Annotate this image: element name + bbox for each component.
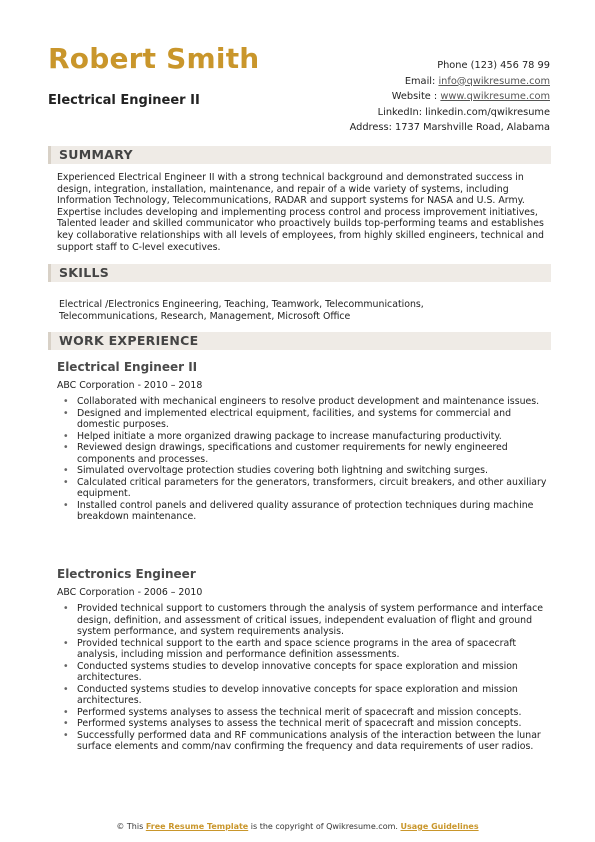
summary-text: Experienced Electrical Engineer II with a strong technical background and demonstrated success in design, integration, installation, maintenance, and repair of a wide variety of systems, including Information Technology, Telecommunications, RADAR and support systems for NASA and U.S. Army. Expertise includes developing and implementing process control and process improvement initiatives, Talented leader and skilled communicator who proactively builds top-performing teams and establishes key collaborative relationships with all levels of employees, from highly skilled engineers, technical and support staff to C-level executives. [57,172,545,253]
job-bullet-list [57,396,551,523]
contact-email-row [290,74,550,90]
linkedin-value: linkedin.com/qwikresume [425,106,550,118]
contact-phone-row [290,58,550,74]
skills-text: Electrical /Electronics Engineering, Teaching, Teamwork, Telecommunications, Telecommunications, Research, Management, Microsoft Office [59,299,424,322]
job-role: Electrical Engineer II [57,360,198,374]
job-bullet: • Conducted systems studies to develop innovative concepts for space exploration and mission architectures. [57,684,551,707]
footer-usage-link[interactable]: Usage Guidelines [400,822,479,831]
candidate-title: Electrical Engineer II [48,93,200,108]
job-bullet: • Provided technical support to customers through the analysis of system performance and interface design, definition, and assessment of critical issues, independent evaluation of flight and ground system performance, and system requirements analysis. [57,603,551,638]
email-label: Email: [404,75,436,87]
job-bullet: • Designed and implemented electrical equipment, facilities, and systems for commercial and domestic purposes. [57,408,551,431]
job-company: ABC Corporation - 2006 – 2010 [57,587,203,598]
job-bullet: • Simulated overvoltage protection studies covering both lightning and switching surges. [57,465,551,477]
job-bullet: • Performed systems analyses to assess the technical merit of spacecraft and mission concepts. [57,718,551,730]
contact-linkedin-row [290,105,550,121]
website-link[interactable]: www.qwikresume.com [440,91,550,103]
address-label: Address: [349,122,392,134]
contact-address-row [290,120,550,136]
candidate-name: Robert Smith [48,42,260,75]
job-bullet-list [57,603,551,753]
summary-heading: SUMMARY [59,147,133,162]
job-bullet: • Conducted systems studies to develop innovative concepts for space exploration and mission architectures. [57,661,551,684]
footer-middle: is the copyright of Qwikresume.com. [250,822,398,831]
footer [0,822,595,831]
job-bullet: • Helped initiate a more organized drawing package to increase manufacturing productivity. [57,431,551,443]
job-bullet: • Collaborated with mechanical engineers to resolve product development and maintenance issues. [57,396,551,408]
email-link[interactable]: info@qwikresume.com [438,75,550,87]
footer-prefix: © This [116,822,144,831]
job-role: Electronics Engineer [57,567,196,581]
experience-section-header [48,332,551,350]
footer-template-link[interactable]: Free Resume Template [145,822,249,831]
job-bullet: • Installed control panels and delivered quality assurance of protection techniques during machine breakdown maintenance. [57,500,551,523]
job-company: ABC Corporation - 2010 – 2018 [57,380,203,391]
contact-block [290,58,550,136]
phone-value: (123) 456 78 99 [470,60,550,71]
job-bullet: • Successfully performed data and RF communications analysis of the interaction between the lunar surface elements and comm/nav confirming the frequency and data requirements of user radios. [57,730,551,753]
summary-section-header [48,146,551,164]
contact-website-row [290,89,550,105]
website-label: Website : [391,91,438,103]
address-value: 1737 Marshville Road, Alabama [395,122,550,134]
linkedin-label: LinkedIn: [377,106,423,118]
phone-label: Phone [437,60,468,71]
job-bullet: • Calculated critical parameters for the generators, transformers, circuit breakers, and other auxiliary equipment. [57,477,551,500]
job-bullet: • Reviewed design drawings, specifications and customer requirements for newly engineered components and processes. [57,442,551,465]
job-bullet: • Performed systems analyses to assess the technical merit of spacecraft and mission concepts. [57,707,551,719]
experience-heading: WORK EXPERIENCE [59,333,199,348]
job-bullet: • Provided technical support to the earth and space science programs in the area of spacecraft analysis, including mission and performance definition assessments. [57,638,551,661]
skills-section-header [48,264,551,282]
skills-heading: SKILLS [59,265,110,280]
